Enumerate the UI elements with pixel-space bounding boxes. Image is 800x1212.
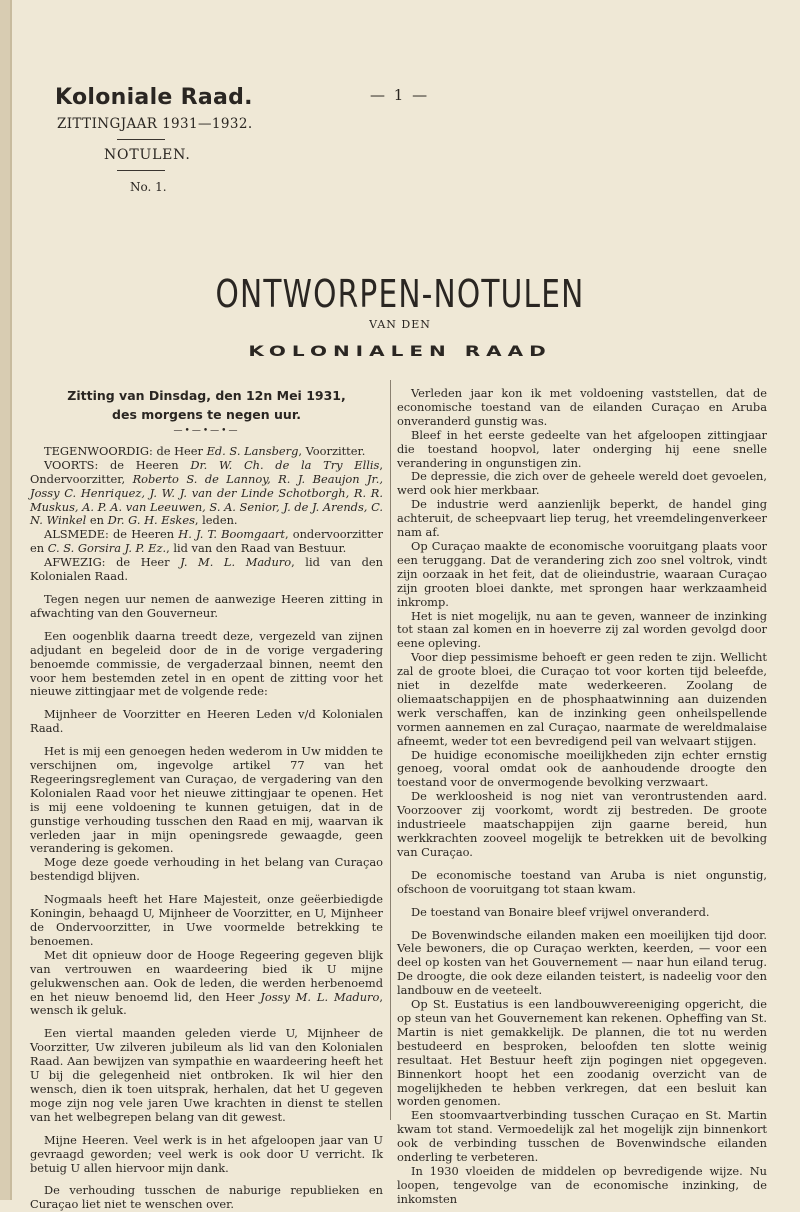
paragraph: Bleef in het eerste gedeelte van het afgeloopen zittingjaar die toestand hoopvol, later onderging hij eene snelle verandering in ongunstigen zin. — [397, 427, 767, 470]
page-binding-edge — [0, 0, 10, 1200]
paragraph: Met dit opnieuw door de Hooge Regeering gegeven blijk van vertrouwen en waardeering bied ik U mijne gelukwenschen aan. Ook de leden, die werden herbenoemd en het nieuw benoemd lid, den Heer Jossy M. L. Maduro, wensch ik geluk. — [30, 947, 383, 1018]
page-number: — 1 — — [370, 86, 430, 104]
attendance-also: ALSMEDE: de Heeren H. J. T. Boomgaart, ondervoorzitter en C. S. Gorsira J. P. Ez., lid van den Raad van Bestuur. — [30, 527, 383, 556]
attendance-absent: AFWEZIG: de Heer J. M. L. Maduro, lid van den Kolonialen Raad. — [30, 555, 383, 584]
paragraph: De depressie, die zich over de geheele wereld doet gevoelen, werd ook hier merkbaar. — [397, 469, 767, 498]
paragraph: Nogmaals heeft het Hare Majesteit, onze geëerbiedigde Koningin, behaagd U, Mijnheer de Voorzitter, en U, Mijnheer de Ondervoorzitter, in Uwe voormelde betrekking te benoemen. — [30, 892, 383, 948]
document-title-raad: KOLONIALEN RAAD — [248, 342, 552, 360]
document-title: ONTWORPEN-NOTULEN — [215, 272, 585, 316]
paragraph: Het is mij een genoegen heden wederom in Uw midden te verschijnen om, ingevolge artikel 77 van het Regeeringsreglement van Curaçao, de vergadering van den Kolonialen Raad voor het nieuwe zittingjaar te openen. Het is mij eene voldoening te kunnen getuigen, dat in de gunstige verhouding tusschen den Raad en mij, waarvan ik verleden jaar in mijn openingsrede gewaagde, geen verandering is gekomen. — [30, 744, 383, 856]
left-column — [30, 387, 383, 1212]
paragraph: De Bovenwindsche eilanden maken een moeilijken tijd door. Vele bewoners, die op Curaçao werkten, keerden, — voor een deel op kosten van het Gouvernement — naar hun eiland terug. De droogte, die ook deze eilanden teistert, is nadeelig voor den landbouw en de veeteelt. — [397, 927, 767, 998]
header-number: No. 1. — [130, 180, 167, 194]
column-divider — [390, 380, 391, 1120]
right-column — [397, 387, 767, 1207]
speech-salutation: Mijnheer de Voorzitter en Heeren Leden v/d Kolonialen Raad. — [30, 707, 383, 736]
header-rule-top — [117, 139, 165, 140]
paragraph: De verhouding tusschen de naburige republieken en Curaçao liet niet te wenschen over. — [30, 1183, 383, 1212]
paragraph: Voor diep pessimisme behoeft er geen reden te zijn. Wellicht zal de groote bloei, die Curaçao tot voor korten tijd beleefde, niet in dezelfde mate wederkeeren. Zoolang de oliemaatschappijen en de phosphaatwinning aan duizenden werk verschaffen, kan de inzinking geen onheilspellende vormen aannemen en zal Curaçao, naarmate de wereldmalaise afneemt, weder tot een bevredigend peil van welvaart stijgen. — [397, 650, 767, 748]
paragraph: In 1930 vloeiden de middelen op bevredigende wijze. Nu loopen, tengevolge van de economische inzinking, de inkomsten — [397, 1163, 767, 1206]
paragraph: De werkloosheid is nog niet van verontrustenden aard. Voorzoover zij voorkomt, wordt zij bestreden. De groote industrieele maatschappijen zijn gaarne bereid, hun werkkrachten zooveel mogelijk te betrekken uit de bevolking van Curaçao. — [397, 789, 767, 859]
paragraph: Op Curaçao maakte de economische vooruitgang plaats voor een teruggang. Dat de verandering zich zoo snel voltrok, vindt zijn oorzaak in het feit, dat de olieindustrie, waaraan Curaçao zijn grooten bloei dankte, met sprongen haar werkzaamheid inkromp. — [397, 538, 767, 609]
document-title-van-den: VAN DEN — [369, 318, 431, 331]
attendance-present: TEGENWOORDIG: de Heer Ed. S. Lansberg, Voorzitter. — [44, 443, 366, 458]
paragraph: De industrie werd aanzienlijk beperkt, de handel ging achteruit, de scheepvaart liep terug, het vreemdelingenverkeer nam af. — [397, 497, 767, 540]
paragraph: Een oogenblik daarna treedt deze, vergezeld van zijnen adjudant en begeleid door de in de vorige vergadering benoemde commissie, de vergaderzaal binnen, neemt den voor hem bestemden zetel in en opent de zitting voor het nieuwe zittingjaar met de volgende rede: — [30, 628, 383, 699]
paragraph: De economische toestand van Aruba is niet ongunstig, ofschoon de vooruitgang tot staan kwam. — [397, 867, 767, 896]
header-title: Koloniale Raad. — [55, 85, 253, 110]
paragraph: De toestand van Bonaire bleef vrijwel onveranderd. — [411, 904, 710, 919]
session-title-line1: Zitting van Dinsdag, den 12n Mei 1931, — [67, 388, 346, 403]
header-rule-bottom — [117, 170, 165, 171]
header-section: NOTULEN. — [104, 147, 191, 163]
paragraph: Mijne Heeren. Veel werk is in het afgeloopen jaar van U gevraagd geworden; veel werk is ook door U verricht. Ik betuig U allen hiervoor mijn dank. — [30, 1132, 383, 1175]
paragraph: Moge deze goede verhouding in het belang van Curaçao bestendigd blijven. — [30, 855, 383, 884]
attendance-members: VOORTS: de Heeren Dr. W. Ch. de la Try Ellis, Ondervoorzitter, Roberto S. de Lannoy, R. J. Beaujon Jr., Jossy C. Henriquez, J. W. J. van der Linde Schotborgh, R. R. Muskus, A. P. A. van Leeuwen, S. A. Senior, J. de J. Arends, C. N. Winkel en Dr. G. H. Eskes, leden. — [30, 457, 383, 528]
paragraph: Het is niet mogelijk, nu aan te geven, wanneer de inzinking tot staan zal komen en in hoeverre zij zal worden gevolgd door eene opleving. — [397, 608, 767, 651]
paragraph: Tegen negen uur nemen de aanwezige Heeren zitting in afwachting van den Gouverneur. — [30, 591, 383, 620]
paragraph: De huidige economische moeilijkheden zijn echter ernstig genoeg, vooral omdat ook de aanhoudende droogte den toestand voor de onvermogende bevolking verzwaart. — [397, 747, 767, 790]
paragraph: Verleden jaar kon ik met voldoening vaststellen, dat de economische toestand van de eilanden Curaçao en Aruba onveranderd gunstig was. — [397, 386, 767, 428]
paragraph: Een stoomvaartverbinding tusschen Curaçao en St. Martin kwam tot stand. Vermoedelijk zal het mogelijk zijn binnenkort ook de verbinding tusschen de Bovenwindsche eilanden onderling te verbeteren. — [397, 1108, 767, 1165]
page-binding-shadow — [10, 0, 12, 1200]
header-subtitle: ZITTINGJAAR 1931—1932. — [57, 116, 253, 132]
paragraph: Op St. Eustatius is een landbouwvereeniging opgericht, die op steun van het Gouvernement kan rekenen. Opheffing van St. Martin is niet gemakkelijk. De plannen, die tot nu werden bestudeerd en besproken, beloofden ten slotte weinig resultaat. Het Bestuur heeft zijn pogingen niet opgegeven. Binnenkort hoopt het een zoodanig overzicht van de mogelijkheden te hebben verkregen, dat een besluit kan worden genomen. — [397, 997, 767, 1109]
paragraph: Een viertal maanden geleden vierde U, Mijnheer de Voorzitter, Uw zilveren jubileum als lid van den Kolonialen Raad. Aan bewijzen van sympathie en waardeering heeft het U bij die gelegenheid niet ontbroken. Ik wil hier den wensch, dien ik toen uitsprak, herhalen, dat het U gegeven moge zijn nog vele jaren Uwe krachten in dienst te stellen van het welbegrepen belang van dit gewest. — [30, 1026, 383, 1124]
session-ornament: —•—•—•— — [173, 426, 240, 436]
session-title-line2: des morgens te negen uur. — [112, 407, 301, 422]
